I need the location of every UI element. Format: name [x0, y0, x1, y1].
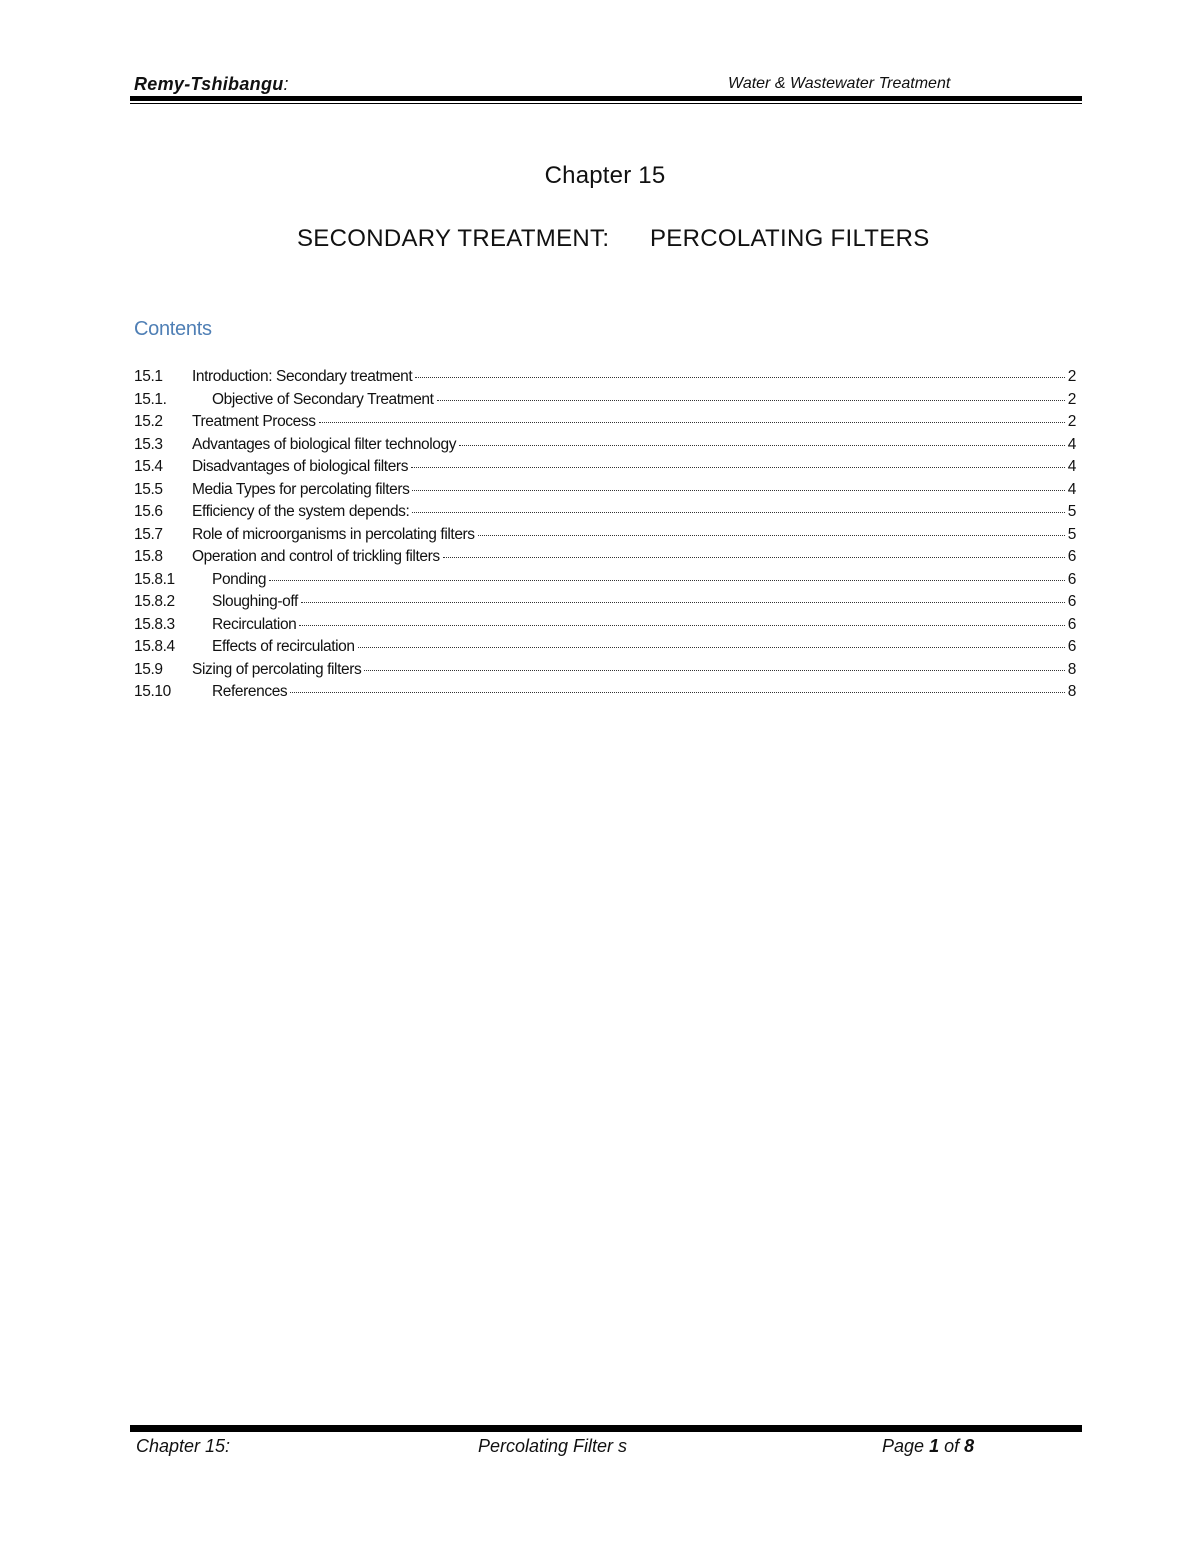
toc-entry-page: 4	[1067, 458, 1076, 475]
footer-page-number: Page 1 of 8	[882, 1436, 975, 1456]
header-book-title: Water & Wastewater Treatment	[728, 75, 951, 92]
toc-entry-title: Disadvantages of biological filters	[192, 458, 409, 475]
toc-entry-number: 15.8.1	[134, 570, 175, 588]
toc-dot-leader	[364, 670, 1064, 671]
toc-entry[interactable]	[134, 458, 1076, 481]
subtitle-right: PERCOLATING FILTERS	[650, 225, 930, 252]
toc-entry-page: 6	[1067, 548, 1076, 565]
toc-entry[interactable]	[134, 391, 1076, 414]
toc-entry[interactable]	[134, 548, 1076, 571]
toc-entry-title: Recirculation	[212, 615, 297, 633]
contents-heading: Contents	[134, 318, 212, 340]
toc-entry-number: 15.7	[134, 525, 163, 543]
toc-entry-title: Ponding	[212, 570, 267, 588]
toc-entry-number: 15.4	[134, 458, 163, 475]
toc-dot-leader	[290, 692, 1065, 693]
toc-entry-title: References	[212, 683, 288, 700]
toc-dot-leader	[437, 400, 1065, 401]
toc-dot-leader	[301, 602, 1065, 603]
footer-rule	[130, 1425, 1082, 1432]
toc-entry-page: 4	[1067, 435, 1076, 453]
toc-entry-number: 15.9	[134, 660, 163, 678]
subtitle-left: SECONDARY TREATMENT:	[297, 225, 610, 252]
toc-dot-leader	[459, 445, 1065, 446]
toc-entry-number: 15.3	[134, 435, 163, 453]
toc-entry[interactable]	[134, 638, 1076, 661]
toc-entry[interactable]	[134, 683, 1076, 706]
toc-entry-number: 15.8.3	[134, 615, 175, 633]
toc-entry-page: 5	[1067, 525, 1076, 543]
toc-entry-page: 6	[1067, 593, 1076, 610]
toc-entry-number: 15.2	[134, 413, 163, 430]
toc-entry[interactable]	[134, 503, 1076, 526]
toc-entry[interactable]	[134, 436, 1076, 459]
toc-entry-page: 8	[1067, 660, 1076, 678]
toc-entry-page: 5	[1067, 503, 1076, 520]
toc-entry-number: 15.8.2	[134, 593, 175, 610]
toc-dot-leader	[412, 512, 1064, 513]
toc-entry[interactable]	[134, 368, 1076, 391]
footer-topic: Percolating Filter s	[478, 1436, 628, 1456]
toc-entry-page: 6	[1067, 570, 1076, 588]
toc-entry-title: Role of microorganisms in percolating filters	[192, 525, 475, 543]
toc-entry-page: 6	[1067, 615, 1076, 633]
toc-dot-leader	[478, 535, 1065, 536]
toc-entry-number: 15.8.4	[134, 638, 175, 655]
toc-entry-title: Effects of recirculation	[212, 638, 355, 655]
toc-entry-title: Objective of Secondary Treatment	[212, 390, 434, 408]
toc-dot-leader	[412, 490, 1064, 491]
toc-entry-number: 15.10	[134, 683, 171, 700]
toc-entry-page: 2	[1067, 390, 1076, 408]
header-author: Remy-Tshibangu:	[134, 74, 289, 94]
toc-entry-page: 4	[1067, 480, 1076, 498]
toc-entry[interactable]	[134, 481, 1076, 504]
toc-dot-leader	[269, 580, 1065, 581]
toc-entry-number: 15.8	[134, 548, 163, 565]
header-rule	[130, 96, 1082, 101]
toc-entry-number: 15.1	[134, 368, 163, 385]
toc-entry[interactable]	[134, 526, 1076, 549]
chapter-title: Chapter 15	[544, 162, 666, 189]
toc-entry-title: Media Types for percolating filters	[192, 480, 410, 498]
toc-entry-page: 2	[1067, 368, 1076, 385]
toc-entry-number: 15.6	[134, 503, 163, 520]
header-rule-thin	[130, 103, 1082, 104]
toc-dot-leader	[299, 625, 1064, 626]
toc-entry-page: 6	[1067, 638, 1076, 655]
footer-chapter: Chapter 15:	[136, 1436, 231, 1456]
toc-dot-leader	[443, 557, 1065, 558]
page-footer	[130, 1436, 1082, 1460]
toc-entry-title: Sloughing-off	[212, 593, 298, 610]
toc-entry-title: Introduction: Secondary treatment	[192, 368, 413, 385]
toc-entry-title: Sizing of percolating filters	[192, 660, 362, 678]
toc-entry[interactable]	[134, 593, 1076, 616]
toc-dot-leader	[319, 422, 1065, 423]
toc-entry-title: Advantages of biological filter technology	[192, 435, 457, 453]
toc-entry-title: Treatment Process	[192, 413, 316, 430]
table-of-contents	[134, 368, 1076, 706]
toc-entry-page: 8	[1067, 683, 1076, 700]
toc-entry[interactable]	[134, 661, 1076, 684]
toc-entry-number: 15.5	[134, 480, 163, 498]
toc-entry-title: Efficiency of the system depends:	[192, 503, 410, 520]
toc-entry[interactable]	[134, 616, 1076, 639]
toc-entry-title: Operation and control of trickling filters	[192, 548, 440, 565]
toc-entry[interactable]	[134, 571, 1076, 594]
toc-dot-leader	[411, 467, 1065, 468]
toc-entry[interactable]	[134, 413, 1076, 436]
page-header	[130, 72, 1082, 96]
toc-entry-page: 2	[1067, 413, 1076, 430]
toc-dot-leader	[415, 377, 1064, 378]
toc-dot-leader	[358, 647, 1065, 648]
toc-entry-number: 15.1.	[134, 390, 167, 408]
